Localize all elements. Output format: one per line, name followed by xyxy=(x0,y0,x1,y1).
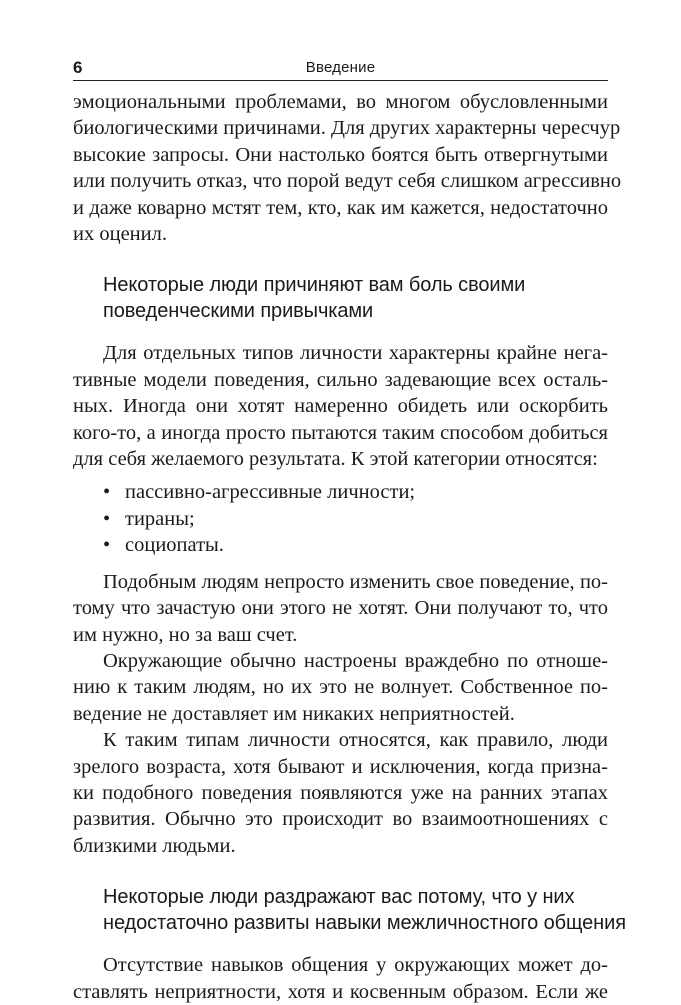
list-item-text: социопаты. xyxy=(125,534,224,557)
text-line: нию к таким людям, но их это не волнует. Собственное по- xyxy=(73,676,608,699)
text-line: Для отдельных типов личности характерны крайне нега- xyxy=(103,342,608,365)
subheading-communication-skills xyxy=(103,884,626,936)
text-line: кого-то, а иногда просто пытаются таким способом добиться xyxy=(73,421,608,444)
text-line: или получить отказ, что порой ведут себя слишком агрессивно xyxy=(73,170,622,193)
bullet-icon: • xyxy=(103,507,111,530)
list-item xyxy=(73,506,608,532)
text-line: им нужно, но за ваш счет. xyxy=(73,623,298,646)
bullet-list xyxy=(73,479,608,558)
paragraph xyxy=(73,727,608,859)
text-line: Подобным людям непросто изменить свое поведение, по- xyxy=(103,570,608,593)
text-line: ставлять неприятности, хотя и косвенным образом. Если же xyxy=(73,980,608,1003)
text-line: для себя желаемого результата. К этой категории относятся: xyxy=(73,448,598,471)
text-line: тивные модели поведения, сильно задевающие всех осталь- xyxy=(73,368,608,391)
text-line: тому что зачастую они этого не хотят. Они получают то, что xyxy=(73,597,608,620)
paragraph xyxy=(73,952,608,1005)
text-line: развития. Обычно это происходит во взаимоотношениях с xyxy=(73,808,608,831)
text-line: биологическими причинами. Для других характерны чересчур xyxy=(73,117,621,140)
list-item-text: тираны; xyxy=(125,507,195,530)
text-line: эмоциональными проблемами, во многом обусловленными xyxy=(73,91,608,113)
running-head xyxy=(73,54,608,81)
text-line: зрелого возраста, хотя бывают и исключения, когда призна- xyxy=(73,755,608,778)
text-line: Окружающие обычно настроены враждебно по отноше- xyxy=(103,649,608,672)
page-body xyxy=(73,89,626,1005)
section-title: Введение xyxy=(305,59,376,76)
heading-line: Некоторые люди раздражают вас потому, что у них xyxy=(103,886,575,909)
text-line: и даже коварно мстят тем, кто, как им кажется, недостаточно xyxy=(73,196,608,219)
list-item xyxy=(73,532,608,558)
bullet-icon: • xyxy=(103,534,111,557)
list-item xyxy=(73,479,608,505)
text-line: ных. Иногда они хотят намеренно обидеть или оскорбить xyxy=(73,395,608,418)
subheading-behavior-habits xyxy=(103,272,608,324)
heading-line: Некоторые люди причиняют вам боль своими xyxy=(103,274,526,297)
paragraph-continuation xyxy=(73,89,622,247)
text-line: ведение не доставляет им никаких неприятностей. xyxy=(73,702,515,725)
text-line: близкими людьми. xyxy=(73,834,236,857)
text-line: ки подобного поведения появляются уже на ранних этапах xyxy=(73,781,608,804)
page-number: 6 xyxy=(73,58,83,77)
paragraph xyxy=(73,569,608,648)
heading-line: поведенческими привычками xyxy=(103,300,374,323)
text-line: их оценил. xyxy=(73,223,167,246)
text-line: Отсутствие навыков общения у окружающих может до- xyxy=(103,954,608,977)
paragraph xyxy=(73,340,608,472)
paragraph xyxy=(73,648,608,727)
text-line: К таким типам личности относятся, как правило, люди xyxy=(103,729,608,752)
heading-line: недостаточно развиты навыки межличностного общения xyxy=(103,912,626,935)
text-line: высокие запросы. Они настолько боятся быть отвергнутыми xyxy=(73,143,608,166)
bullet-icon: • xyxy=(103,481,111,504)
list-item-text: пассивно-агрессивные личности; xyxy=(125,481,416,504)
